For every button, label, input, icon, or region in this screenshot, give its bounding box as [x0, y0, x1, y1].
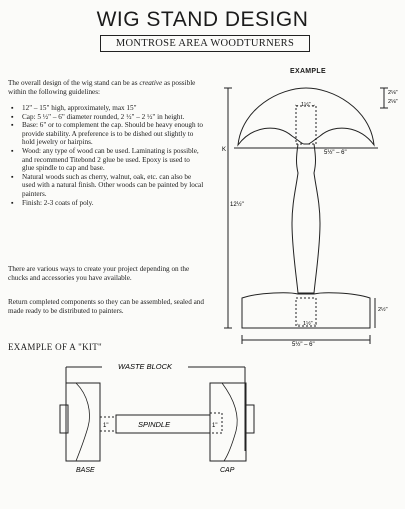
cap-label: CAP	[220, 467, 235, 474]
create-paragraph: There are various ways to create your project depending on the chucks and accessories you have available.	[8, 265, 190, 282]
tenon-bottom-label: ← 1½"→	[296, 321, 319, 327]
intro-emphasis: creative	[139, 79, 163, 87]
cap-height-label-2: 2⅛"	[388, 99, 398, 105]
cap-block	[210, 383, 246, 461]
cap-outline	[238, 88, 374, 145]
left-waste-stub	[60, 405, 68, 433]
club-name-box: MONTROSE AREA WOODTURNERS	[100, 35, 310, 52]
guideline-item: ▪ 12" – 15" high, approximately, max 15"	[8, 104, 204, 113]
k-mark: K	[222, 147, 227, 153]
kit-drawing	[40, 355, 280, 475]
top-tenon-dashed	[296, 106, 316, 144]
spindle-label: SPINDLE	[138, 420, 171, 429]
wig-stand-drawing	[210, 78, 405, 348]
guideline-item: ▪ Base: 6" or to complement the cap. Should be heavy enough to provide stability. A preference is to be dished out slightly to hold jewelry or hairpins.	[8, 121, 204, 147]
spindle-outline	[292, 144, 320, 293]
guideline-item: ▪ Finish: 2-3 coats of poly.	[8, 199, 204, 208]
page-title: WIG STAND DESIGN	[96, 8, 309, 31]
guidelines-list	[8, 104, 204, 207]
base-width-label: 5½" – 6"	[292, 342, 315, 348]
kit-heading: EXAMPLE OF A "KIT"	[8, 342, 103, 352]
one-inch-left: 1"	[103, 423, 109, 429]
guideline-item: ▪ Cap: 5 ½" – 6" diameter rounded, 2 ½" – 2 ½" in height.	[8, 113, 204, 122]
intro-before: The overall design of the wig stand can be as	[8, 79, 140, 87]
base-block	[66, 383, 100, 461]
height-label: 12½"	[230, 202, 244, 208]
intro-text	[8, 79, 204, 96]
intro-after: as possible within the following guidelines:	[8, 79, 196, 96]
tenon-top-label: ← 1½"→	[294, 102, 317, 108]
return-paragraph: Return completed components so they can be assembled, sealed and made ready to be distributed to painters.	[8, 298, 204, 315]
base-height-label: 2½"	[378, 307, 388, 313]
right-waste-stub	[246, 405, 254, 433]
guideline-item: ▪ Wood: any type of wood can be used. Laminating is possible, and recommend Titebond 2 glue be used. Epoxy is used to glue spindle to cap and base.	[8, 147, 204, 173]
guideline-item: ▪ Natural woods such as cherry, walnut, oak, etc. can also be used with a natural finish. Other woods can be painted by local painters.	[8, 173, 204, 199]
cap-height-label-1: 2⅛"	[388, 90, 398, 96]
base-label: BASE	[76, 467, 95, 474]
waste-block-label: WASTE BLOCK	[118, 362, 173, 371]
example-label: EXAMPLE	[290, 68, 326, 75]
neck-width-label: 5½" – 6"	[324, 150, 347, 156]
one-inch-right: 1"	[212, 423, 218, 429]
